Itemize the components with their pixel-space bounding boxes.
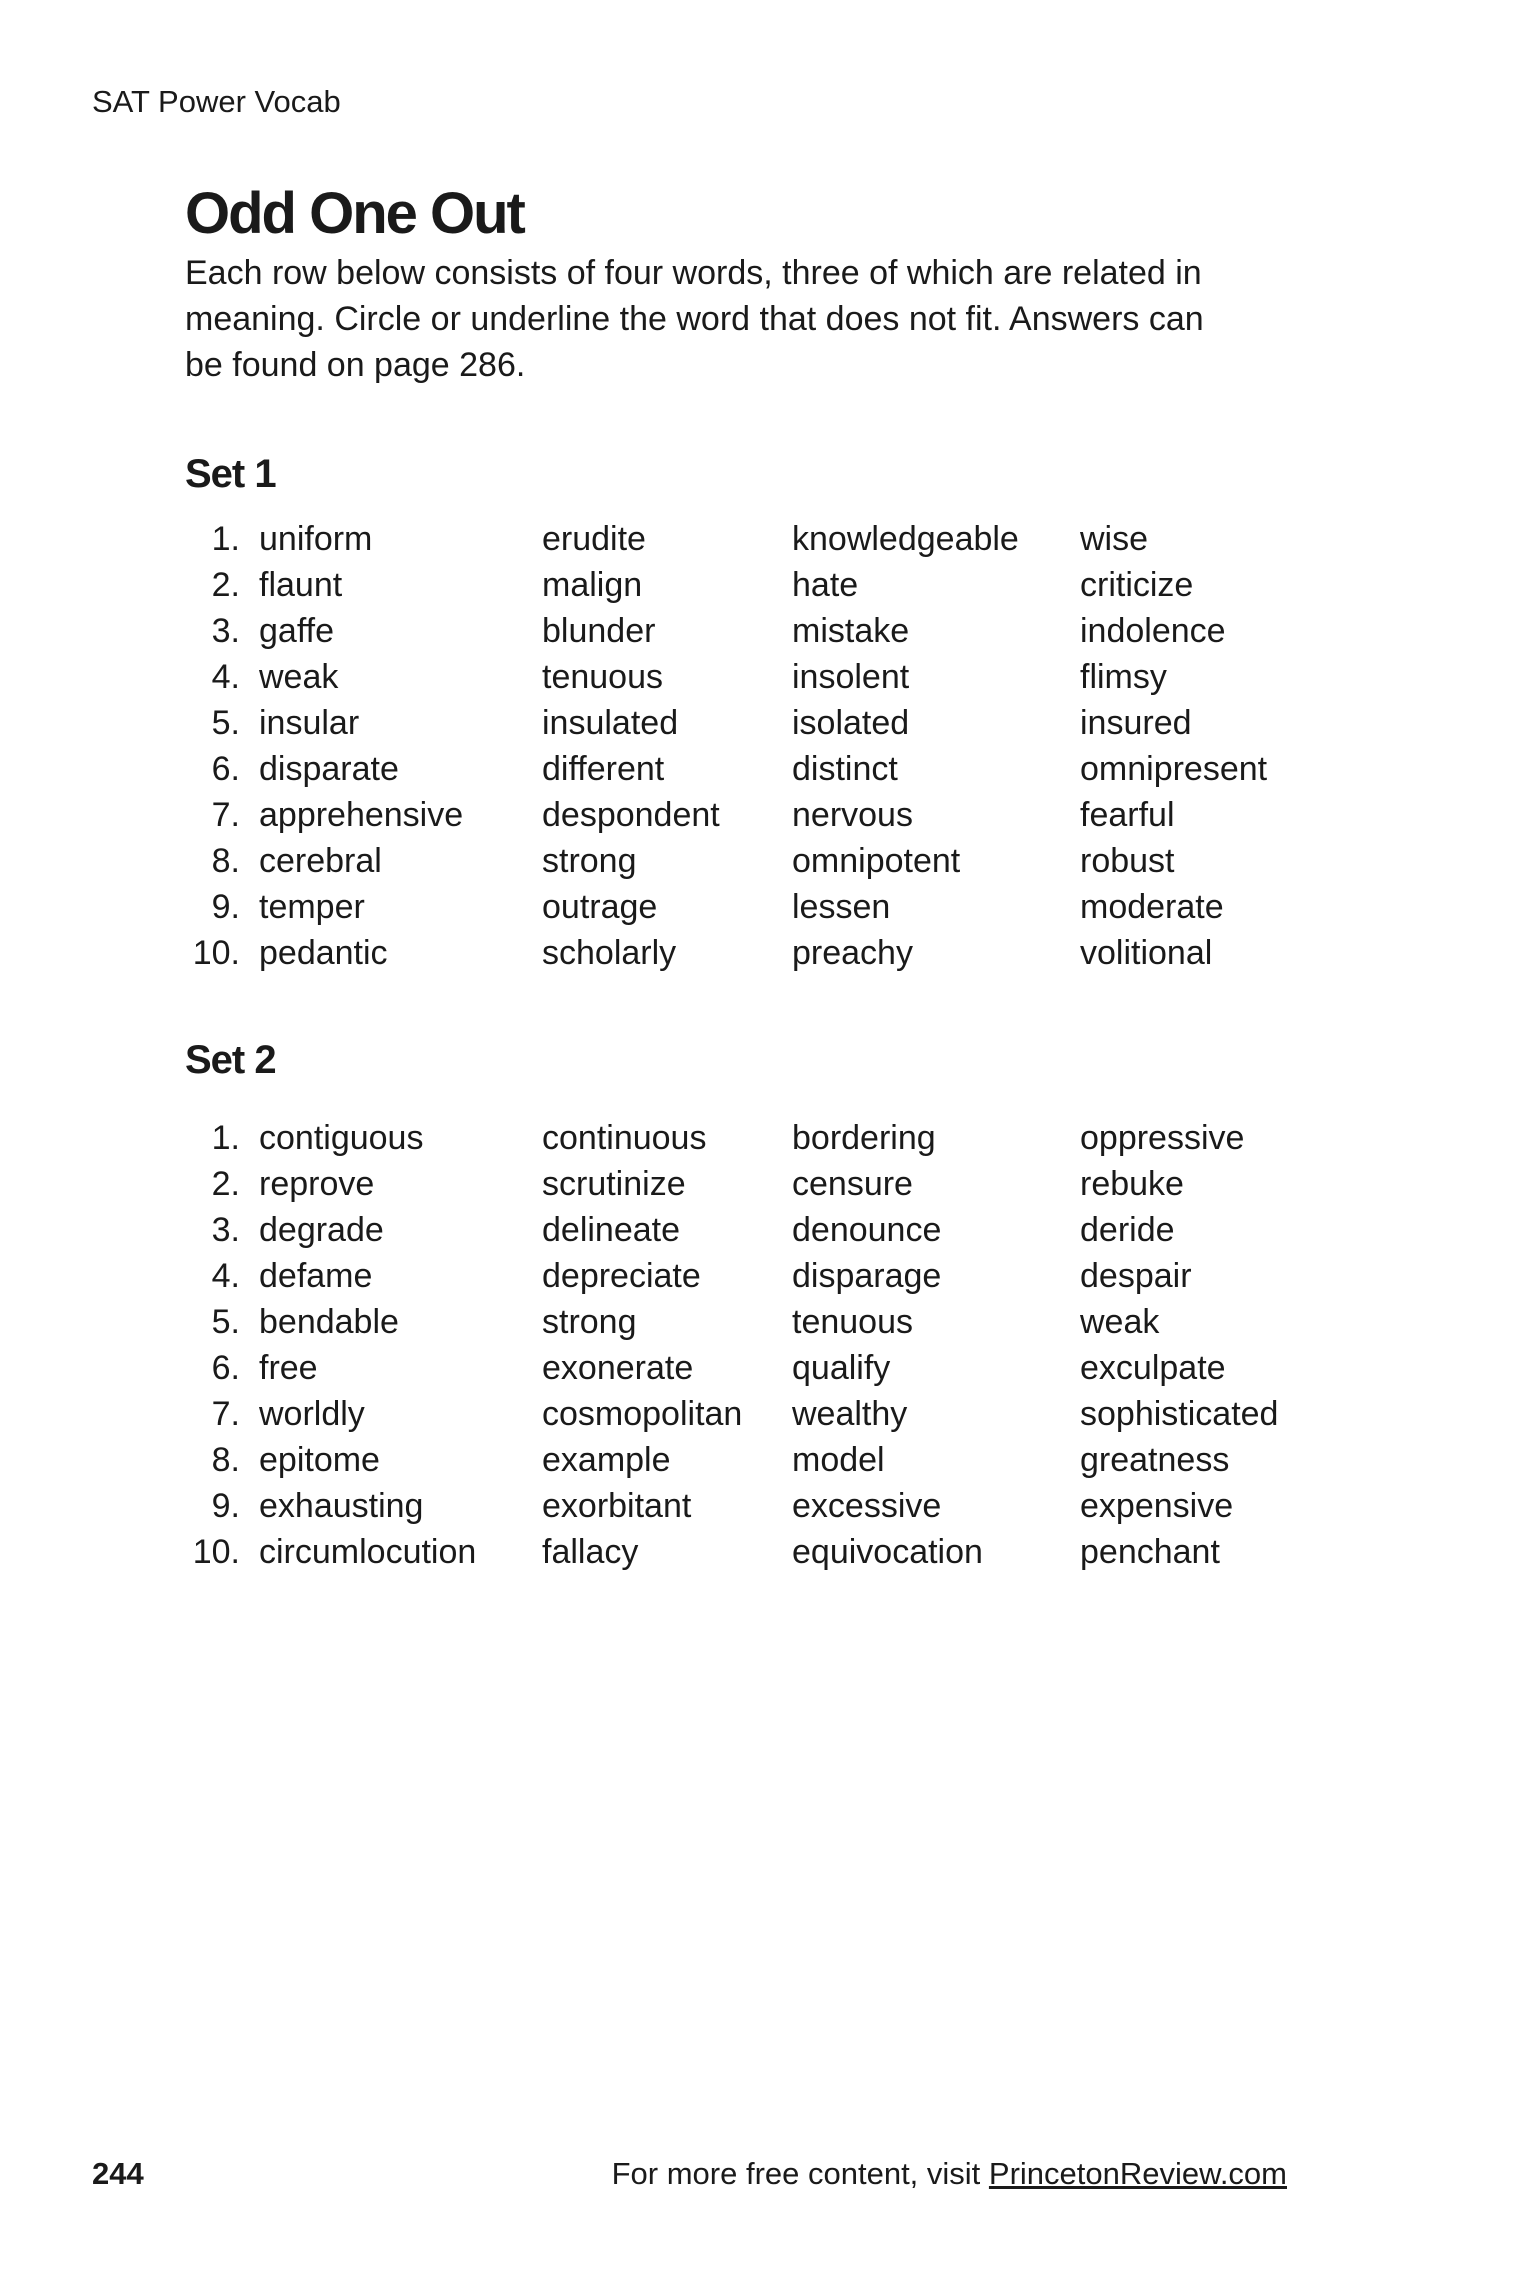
word-row: [0, 654, 1526, 700]
set-1-title: Set 1: [185, 452, 276, 496]
word-choice[interactable]: equivocation: [792, 1533, 983, 1571]
word-choice[interactable]: weak: [259, 658, 339, 696]
word-choice[interactable]: scholarly: [542, 934, 677, 972]
word-row: [0, 838, 1526, 884]
word-choice[interactable]: insolent: [792, 658, 910, 696]
word-choice[interactable]: disparage: [792, 1257, 942, 1295]
word-choice[interactable]: censure: [792, 1165, 913, 1203]
word-choice[interactable]: degrade: [259, 1211, 384, 1249]
instructions-line: meaning. Circle or underline the word that does not fit. Answers can: [185, 300, 1204, 338]
word-choice[interactable]: free: [259, 1349, 318, 1387]
row-number: 10.: [192, 934, 240, 972]
word-choice[interactable]: bordering: [792, 1119, 936, 1157]
word-row: [0, 1391, 1526, 1437]
word-row: [0, 1483, 1526, 1529]
word-row: [0, 1253, 1526, 1299]
word-choice[interactable]: weak: [1080, 1303, 1160, 1341]
word-row: [0, 1299, 1526, 1345]
word-choice[interactable]: criticize: [1080, 566, 1194, 604]
word-choice[interactable]: exonerate: [542, 1349, 694, 1387]
word-choice[interactable]: depreciate: [542, 1257, 701, 1295]
set-1-list: [0, 516, 1526, 976]
word-row: [0, 516, 1526, 562]
row-number: 9.: [211, 888, 240, 926]
word-choice[interactable]: indolence: [1080, 612, 1226, 650]
running-head: SAT Power Vocab: [92, 84, 341, 119]
word-choice[interactable]: despair: [1080, 1257, 1192, 1295]
word-row: [0, 930, 1526, 976]
word-row: [0, 1345, 1526, 1391]
word-choice[interactable]: volitional: [1080, 934, 1213, 972]
word-choice[interactable]: mistake: [792, 612, 910, 650]
row-number: 1.: [211, 1119, 240, 1157]
word-choice[interactable]: qualify: [792, 1349, 891, 1387]
word-row: [0, 1529, 1526, 1575]
word-choice[interactable]: wealthy: [792, 1395, 908, 1433]
row-number: 4.: [211, 1257, 240, 1295]
word-choice[interactable]: continuous: [542, 1119, 707, 1157]
word-choice[interactable]: nervous: [792, 796, 913, 834]
word-row: [0, 1207, 1526, 1253]
word-choice[interactable]: erudite: [542, 520, 646, 558]
word-row: [0, 608, 1526, 654]
word-choice[interactable]: insular: [259, 704, 360, 742]
word-choice[interactable]: insulated: [542, 704, 679, 742]
word-row: [0, 884, 1526, 930]
word-choice[interactable]: hate: [792, 566, 859, 604]
page-title: Odd One Out: [185, 181, 524, 246]
word-choice[interactable]: expensive: [1080, 1487, 1234, 1525]
word-choice[interactable]: delineate: [542, 1211, 681, 1249]
word-choice[interactable]: disparate: [259, 750, 399, 788]
word-choice[interactable]: tenuous: [542, 658, 663, 696]
word-choice[interactable]: preachy: [792, 934, 913, 972]
word-choice[interactable]: malign: [542, 566, 643, 604]
word-row: [0, 700, 1526, 746]
word-choice[interactable]: reprove: [259, 1165, 375, 1203]
word-choice[interactable]: cerebral: [259, 842, 382, 880]
row-number: 6.: [211, 750, 240, 788]
word-choice[interactable]: omnipotent: [792, 842, 961, 880]
word-choice[interactable]: scrutinize: [542, 1165, 686, 1203]
word-choice[interactable]: exhausting: [259, 1487, 424, 1525]
row-number: 10.: [192, 1533, 240, 1571]
row-number: 5.: [211, 704, 240, 742]
word-choice[interactable]: model: [792, 1441, 885, 1479]
word-choice[interactable]: tenuous: [792, 1303, 913, 1341]
row-number: 7.: [211, 1395, 240, 1433]
word-row: [0, 1437, 1526, 1483]
footer-text: For more free content, visit: [611, 2156, 989, 2191]
row-number: 8.: [211, 842, 240, 880]
word-choice[interactable]: defame: [259, 1257, 373, 1295]
word-choice[interactable]: knowledgeable: [792, 520, 1019, 558]
word-choice[interactable]: blunder: [542, 612, 656, 650]
word-row: [0, 562, 1526, 608]
word-choice[interactable]: exculpate: [1080, 1349, 1226, 1387]
word-choice[interactable]: gaffe: [259, 612, 335, 650]
word-choice[interactable]: lessen: [792, 888, 891, 926]
word-choice[interactable]: distinct: [792, 750, 898, 788]
instructions-line: be found on page 286.: [185, 346, 526, 384]
row-number: 4.: [211, 658, 240, 696]
row-number: 7.: [211, 796, 240, 834]
instructions: [185, 250, 1325, 388]
word-choice[interactable]: denounce: [792, 1211, 942, 1249]
word-choice[interactable]: robust: [1080, 842, 1175, 880]
word-choice[interactable]: bendable: [259, 1303, 399, 1341]
word-choice[interactable]: example: [542, 1441, 671, 1479]
instructions-line: Each row below consists of four words, three of which are related in: [185, 254, 1202, 292]
word-row: [0, 1161, 1526, 1207]
word-choice[interactable]: cosmopolitan: [542, 1395, 743, 1433]
word-choice[interactable]: contiguous: [259, 1119, 424, 1157]
row-number: 2.: [211, 566, 240, 604]
word-choice[interactable]: temper: [259, 888, 365, 926]
row-number: 9.: [211, 1487, 240, 1525]
word-choice[interactable]: fearful: [1080, 796, 1175, 834]
row-number: 3.: [211, 612, 240, 650]
footer: [612, 2156, 1287, 2192]
word-choice[interactable]: circumlocution: [259, 1533, 477, 1571]
row-number: 6.: [211, 1349, 240, 1387]
word-choice[interactable]: sophisticated: [1080, 1395, 1279, 1433]
word-row: [0, 792, 1526, 838]
word-choice[interactable]: moderate: [1080, 888, 1224, 926]
row-number: 8.: [211, 1441, 240, 1479]
row-number: 5.: [211, 1303, 240, 1341]
word-choice[interactable]: greatness: [1080, 1441, 1230, 1479]
page-number: 244: [92, 2156, 144, 2191]
set-2-list: [0, 1115, 1526, 1575]
word-choice[interactable]: different: [542, 750, 665, 788]
word-row: [0, 1115, 1526, 1161]
word-choice[interactable]: worldly: [259, 1395, 365, 1433]
word-choice[interactable]: strong: [542, 1303, 637, 1341]
word-choice[interactable]: deride: [1080, 1211, 1175, 1249]
row-number: 3.: [211, 1211, 240, 1249]
word-choice[interactable]: fallacy: [542, 1533, 639, 1571]
word-choice[interactable]: penchant: [1080, 1533, 1220, 1571]
word-choice[interactable]: rebuke: [1080, 1165, 1184, 1203]
word-choice[interactable]: flimsy: [1080, 658, 1167, 696]
word-choice[interactable]: insured: [1080, 704, 1192, 742]
row-number: 1.: [211, 520, 240, 558]
word-choice[interactable]: excessive: [792, 1487, 942, 1525]
word-choice[interactable]: uniform: [259, 520, 373, 558]
word-choice[interactable]: wise: [1080, 520, 1149, 558]
footer-link[interactable]: PrincetonReview.com: [988, 2156, 1287, 2191]
word-choice[interactable]: strong: [542, 842, 637, 880]
word-choice[interactable]: isolated: [792, 704, 910, 742]
word-choice[interactable]: epitome: [259, 1441, 380, 1479]
word-choice[interactable]: outrage: [542, 888, 658, 926]
word-choice[interactable]: omnipresent: [1080, 750, 1268, 788]
row-number: 2.: [211, 1165, 240, 1203]
word-choice[interactable]: apprehensive: [259, 796, 464, 834]
word-choice[interactable]: flaunt: [259, 566, 343, 604]
word-choice[interactable]: oppressive: [1080, 1119, 1245, 1157]
word-choice[interactable]: despondent: [542, 796, 720, 834]
set-2-title: Set 2: [185, 1038, 276, 1082]
word-choice[interactable]: exorbitant: [542, 1487, 692, 1525]
word-row: [0, 746, 1526, 792]
word-choice[interactable]: pedantic: [259, 934, 388, 972]
